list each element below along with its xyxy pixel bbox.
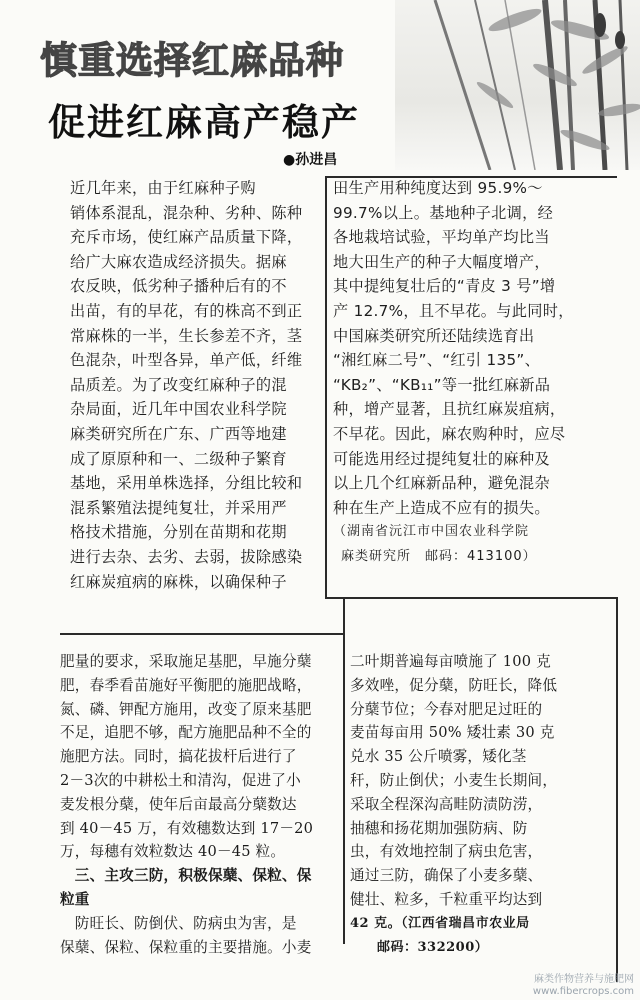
text-line: 麦发根分蘖，使年后亩最高分蘖数达 [60, 795, 297, 813]
text-line: 红麻炭疽病的麻株，以确保种子 [70, 572, 287, 591]
text-line: 通过三防，确保了小麦多蘖、 [350, 867, 543, 885]
text-line: 肥，春季看苗施好平衡肥的施肥战略， [60, 676, 312, 694]
byline: ●孙进昌 [283, 152, 338, 168]
text-line: 常麻株的一半，生长参差不齐，茎 [70, 326, 303, 345]
text-line: 99.7%以上。基地种子北调，经 [333, 203, 554, 222]
text-line: 氮、磷、钾配方施用，改变了原来基肥 [60, 700, 312, 718]
text-line: 农反映，低劣种子播种后有的不 [70, 277, 287, 296]
text-line: 麻类研究所在广东、广西等地建 [70, 424, 287, 443]
text-line: 成了原原种和一、二级种子繁育 [70, 449, 287, 468]
text-line: 麦苗每亩用 50% 矮壮素 30 克 [350, 724, 555, 742]
text-line: 近几年来，由于红麻种子购 [70, 179, 256, 197]
upper-right-column [333, 176, 609, 570]
text-line: 防旺长、防倒伏、防病虫为害，是 [60, 914, 297, 932]
address-line: 麻类研究所 邮码：413100） [341, 548, 537, 564]
text-line: 万，每穗有效粒数达 40－45 粒。 [60, 843, 286, 861]
address-line: （湖南省沅江市中国农业科学院 [333, 524, 530, 540]
text-line: 中国麻类研究所还陆续选育出 [333, 326, 535, 345]
frame-left-bottom [60, 633, 345, 635]
text-line: 给广大麻农造成经济损失。据麻 [70, 252, 287, 271]
bamboo-photo [395, 0, 640, 170]
headline-top: 慎重选择红麻品种 [40, 39, 344, 82]
text-line: 种，增产显著，且抗红麻炭疽病， [333, 400, 566, 419]
text-line: 不足，追肥不够，配方施肥品种不全的 [60, 724, 312, 742]
text-line: 以上几个红麻新品种，避免混杂 [333, 474, 550, 493]
text-line: 销体系混乱，混杂种、劣种、陈种 [70, 203, 303, 222]
text-line: 品质差。为了改变红麻种子的混 [70, 375, 287, 394]
text-line: 抽穗和扬花期加强防病、防 [350, 819, 528, 837]
text-line: “湘红麻二号”、“红引 135”、 [333, 351, 541, 370]
address-line: 邮码：332200） [350, 939, 489, 955]
text-line: 多效唑，促分蘖，防旺长，降低 [350, 676, 558, 694]
text-line: 虫，有效地控制了病虫危害， [350, 843, 543, 861]
text-line: 田生产用种纯度达到 95.9%～ [333, 179, 543, 197]
frame-lower-right [616, 597, 618, 982]
address-line: 42 克。（江西省瑞昌市农业局 [350, 915, 530, 931]
frame-lower-divider [343, 599, 345, 944]
text-line: 施肥方法。同时，搞花拔杆后进行了 [60, 748, 297, 766]
text-line: 采取全程深沟高畦防渍防涝， [350, 795, 543, 813]
text-line: 二叶期普遍每亩喷施了 100 克 [350, 653, 551, 670]
section-heading: 粒重 [60, 890, 90, 908]
watermark-line: 麻类作物营养与施肥网 [534, 974, 634, 985]
text-line: 出苗，有的早花，有的株高不到正 [70, 301, 303, 320]
text-line: 到 40－45 万，有效穗数达到 17－20 [60, 819, 314, 837]
text-line: “KB₂”、“KB₁₁”等一批红麻新品 [333, 375, 551, 394]
text-line: 色混杂，叶型各异，单产低，纤维 [70, 351, 303, 370]
text-line: 充斥市场，使红麻产品质量下降， [70, 228, 303, 247]
text-line: 各地栽培试验，平均单产均比当 [333, 228, 550, 247]
watermark-line: www.fibercrops.com [532, 986, 634, 997]
text-line: 2－3次的中耕松土和清沟，促进了小 [60, 771, 301, 789]
headline-main: 促进红麻高产稳产 [48, 101, 360, 144]
section-heading: 三、主攻三防，积极保蘖、保粒、保 [60, 867, 312, 885]
lower-left-column [60, 650, 340, 959]
text-line: 基地，采用单株选择，分组比较和 [70, 474, 303, 493]
text-line: 肥量的要求，采取施足基肥，早施分蘖 [60, 653, 312, 670]
site-watermark [533, 974, 634, 998]
text-line: 产 12.7%，且不早花。与此同时， [333, 301, 574, 320]
text-line: 地大田生产的种子大幅度增产， [333, 252, 550, 271]
text-line: 健壮、粒多，千粒重平均达到 [350, 890, 543, 908]
text-line: 秆，防止倒伏；小麦生长期间， [350, 771, 558, 789]
frame-bottom [325, 597, 617, 599]
text-line: 进行去杂、去劣、去弱，拔除感染 [70, 547, 303, 566]
text-line: 分蘖节位；今春对肥足过旺的 [350, 700, 543, 718]
frame-divider [325, 178, 327, 598]
text-line: 保蘖、保粒、保粒重的主要措施。小麦 [60, 938, 312, 956]
text-line: 格技术措施，分别在苗期和花期 [70, 523, 287, 542]
text-line: 种在生产上造成不应有的损失。 [333, 498, 550, 517]
text-line: 不早花。因此，麻农购种时，应尽 [333, 424, 566, 443]
text-line: 兑水 35 公斤喷雾，矮化茎 [350, 748, 527, 766]
text-line: 混系繁殖法提纯复壮，并采用严 [70, 498, 287, 517]
text-line: 可能选用经过提纯复壮的麻种及 [333, 449, 550, 468]
lower-right-column [350, 650, 615, 959]
text-line: 其中提纯复壮后的“青皮 3 号”增 [333, 277, 556, 296]
text-line: 杂局面，近几年中国农业科学院 [70, 400, 287, 419]
upper-left-column [70, 176, 320, 594]
